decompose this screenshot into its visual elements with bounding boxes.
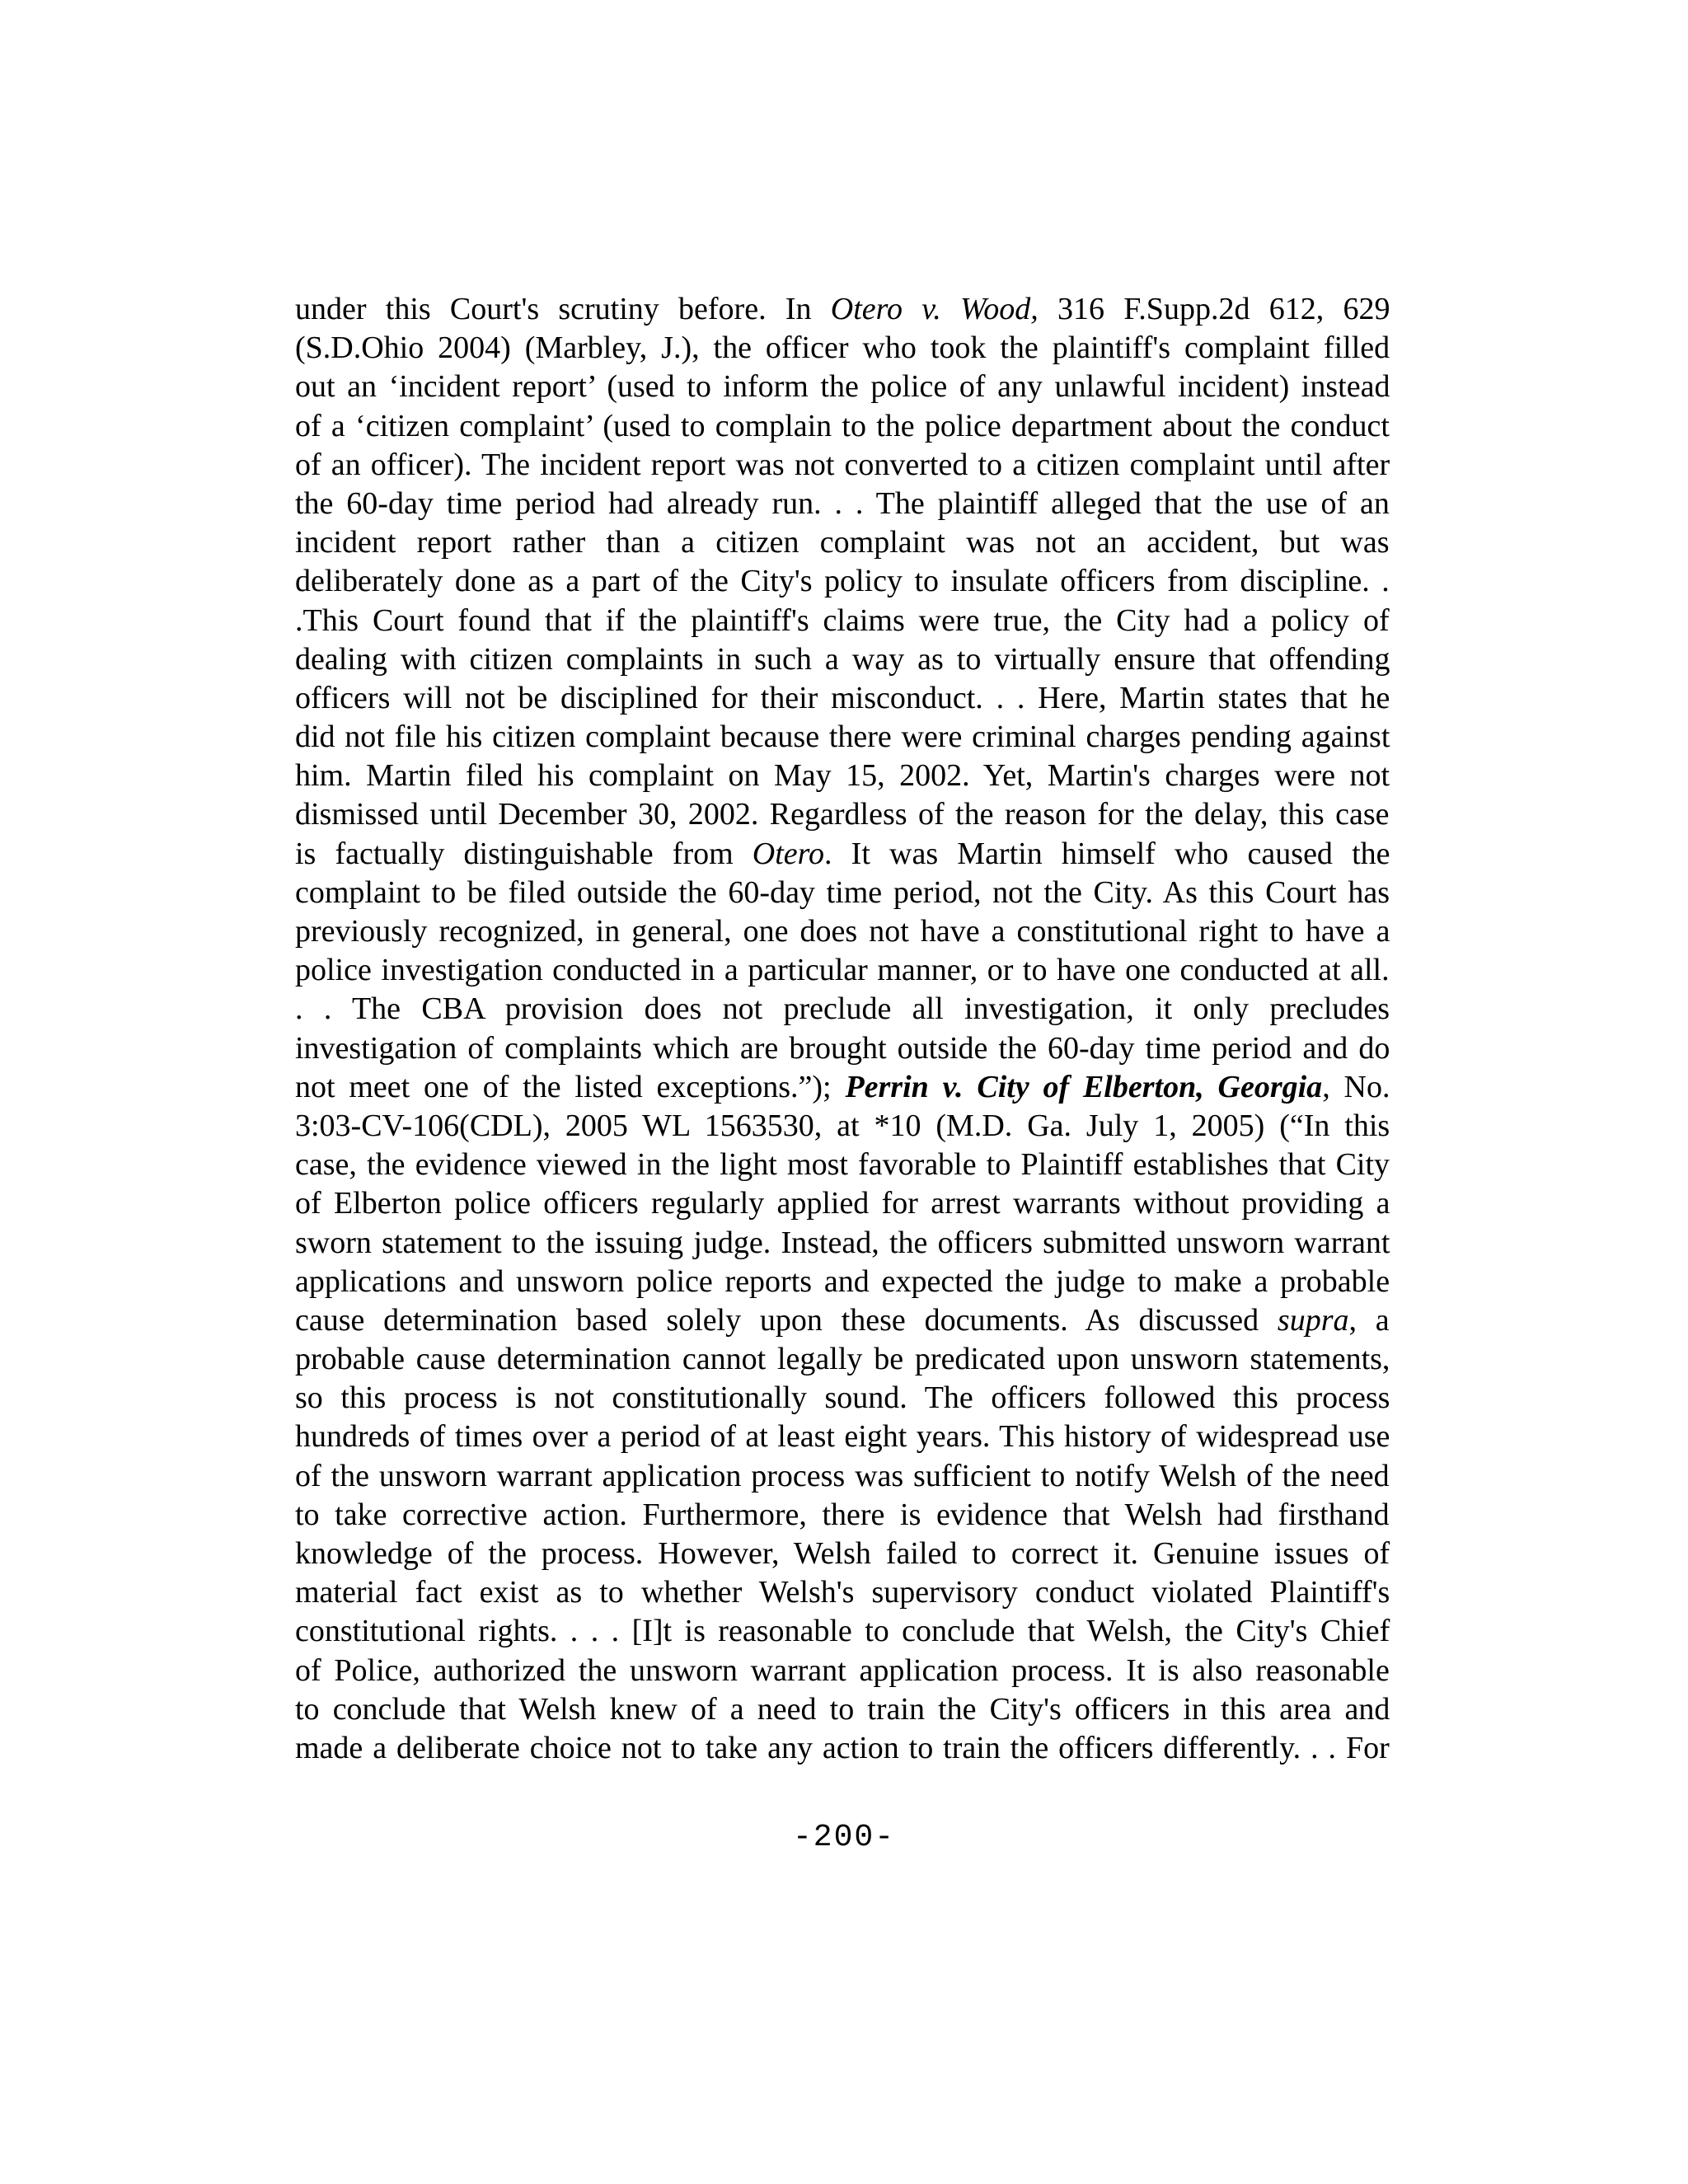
text-line (295, 1612, 1390, 1651)
text-run: of Police, authorized the unsworn warrant application process. It is also reasonable (295, 1652, 1390, 1688)
text-line (295, 523, 1390, 562)
text-run: applications and unsworn police reports and expected the judge to make a probable (295, 1263, 1390, 1299)
text-run: the 60-day time period had already run. . . The plaintiff alleged that the use of an (295, 485, 1390, 521)
text-line (295, 562, 1390, 601)
text-run: did not file his citizen complaint because there were criminal charges pending against (295, 719, 1390, 755)
text-line (295, 368, 1390, 406)
text-run: made a deliberate choice not to take any action to train the officers differently. . . For (295, 1730, 1390, 1765)
italic-text: Otero (752, 836, 825, 871)
text-run: case, the evidence viewed in the light most favorable to Plaintiff establishes that City (295, 1147, 1390, 1183)
text-line (295, 1379, 1390, 1418)
text-run: not meet one of the listed exceptions.”); (295, 1069, 846, 1104)
text-line (295, 407, 1390, 446)
text-run: . . The CBA provision does not preclude all investigation, it only precludes (295, 991, 1390, 1027)
text-run: is factually distinguishable from (295, 836, 753, 871)
text-line (295, 1107, 1390, 1146)
text-line (295, 1184, 1390, 1223)
text-run: him. Martin filed his complaint on May 15, 2002. Yet, Martin's charges were not (295, 758, 1390, 794)
text-line (295, 912, 1390, 951)
text-line (295, 1224, 1390, 1263)
text-line (295, 1418, 1390, 1456)
text-line (295, 290, 1390, 329)
text-line (295, 640, 1390, 679)
text-run: knowledge of the process. However, Welsh failed to correct it. Genuine issues of (295, 1536, 1390, 1571)
text-line (295, 446, 1390, 485)
text-line (295, 329, 1390, 368)
text-run: material fact exist as to whether Welsh's supervisory conduct violated Plaintiff's (295, 1575, 1390, 1610)
text-run: officers will not be disciplined for their misconduct. . . Here, Martin states that he (295, 680, 1390, 715)
text-line (295, 951, 1390, 990)
text-run: . It was Martin himself who caused the (824, 836, 1390, 871)
text-run: to conclude that Welsh knew of a need to train the City's officers in this area and (295, 1691, 1390, 1727)
text-run: incident report rather than a citizen complaint was not an accident, but was (295, 525, 1390, 560)
text-line (295, 718, 1390, 757)
text-line (295, 795, 1390, 834)
text-line (295, 990, 1390, 1029)
text-line (295, 1146, 1390, 1184)
text-line (295, 679, 1390, 718)
text-run: of a ‘citizen complaint’ (used to complain to the police department about the conduct (295, 408, 1390, 443)
text-line (295, 1535, 1390, 1573)
text-line (295, 757, 1390, 795)
text-run: constitutional rights. . . . [I]t is reasonable to conclude that Welsh, the City's Chief (295, 1614, 1390, 1649)
text-line (295, 1652, 1390, 1690)
text-line (295, 1690, 1390, 1729)
text-run: of the unsworn warrant application process was sufficient to notify Welsh of the need (295, 1458, 1390, 1493)
text-run: .This Court found that if the plaintiff's claims were true, the City had a policy of (295, 602, 1390, 638)
text-run: so this process is not constitutionally sound. The officers followed this process (295, 1380, 1390, 1416)
text-line (295, 1263, 1390, 1301)
text-run: out an ‘incident report’ (used to inform the police of any unlawful incident) instead (295, 369, 1390, 405)
text-run: sworn statement to the issuing judge. Instead, the officers submitted unsworn warrant (295, 1225, 1390, 1260)
text-run: (S.D.Ohio 2004) (Marbley, J.), the officer who took the plaintiff's complaint filled (295, 330, 1390, 366)
text-line (295, 835, 1390, 874)
text-run: 3:03-CV-106(CDL), 2005 WL 1563530, at *10 (M.D. Ga. July 1, 2005) (“In this (295, 1108, 1390, 1143)
text-run: , No. (1322, 1069, 1390, 1104)
text-line (295, 1573, 1390, 1612)
text-run: dismissed until December 30, 2002. Regardless of the reason for the delay, this case (295, 797, 1390, 832)
text-run: , a (1348, 1302, 1390, 1338)
text-line (295, 1457, 1390, 1496)
text-line (295, 1729, 1390, 1768)
text-run: deliberately done as a part of the City's policy to insulate officers from discipline. . (295, 564, 1390, 599)
text-run: investigation of complaints which are brought outside the 60-day time period and do (295, 1030, 1390, 1066)
body-text (295, 290, 1390, 1768)
italic-text: Otero v. Wood, (830, 292, 1039, 326)
text-run: dealing with citizen complaints in such a way as to virtually ensure that offending (295, 641, 1390, 677)
text-line (295, 1068, 1390, 1107)
text-line (295, 602, 1390, 640)
text-line (295, 1340, 1390, 1379)
text-run: previously recognized, in general, one does not have a constitutional right to have a (295, 914, 1390, 949)
page-number: -200- (792, 1820, 896, 1855)
text-run: 316 F.Supp.2d 612, 629 (1038, 292, 1390, 326)
text-run: police investigation conducted in a particular manner, or to have one conducted at all. (295, 953, 1390, 988)
text-run: complaint to be filed outside the 60-day time period, not the City. As this Court has (295, 874, 1390, 910)
text-line (295, 1301, 1390, 1340)
text-run: of Elberton police officers regularly applied for arrest warrants without providing a (295, 1186, 1390, 1221)
text-line (295, 1029, 1390, 1068)
text-run: of an officer). The incident report was not converted to a citizen complaint until after (295, 447, 1390, 482)
text-run: cause determination based solely upon these documents. As discussed (295, 1302, 1278, 1338)
text-run: under this Court's scrutiny before. In (295, 292, 831, 326)
case-citation-bold-italic: Perrin v. City of Elberton, Georgia (845, 1069, 1323, 1104)
text-line (295, 485, 1390, 523)
text-run: probable cause determination cannot legally be predicated upon unsworn statements, (295, 1342, 1390, 1377)
text-run: hundreds of times over a period of at least eight years. This history of widespread use (295, 1419, 1390, 1455)
text-run: to take corrective action. Furthermore, there is evidence that Welsh had firsthand (295, 1497, 1390, 1532)
text-line (295, 874, 1390, 912)
italic-text: supra (1277, 1302, 1349, 1338)
text-line (295, 1496, 1390, 1535)
